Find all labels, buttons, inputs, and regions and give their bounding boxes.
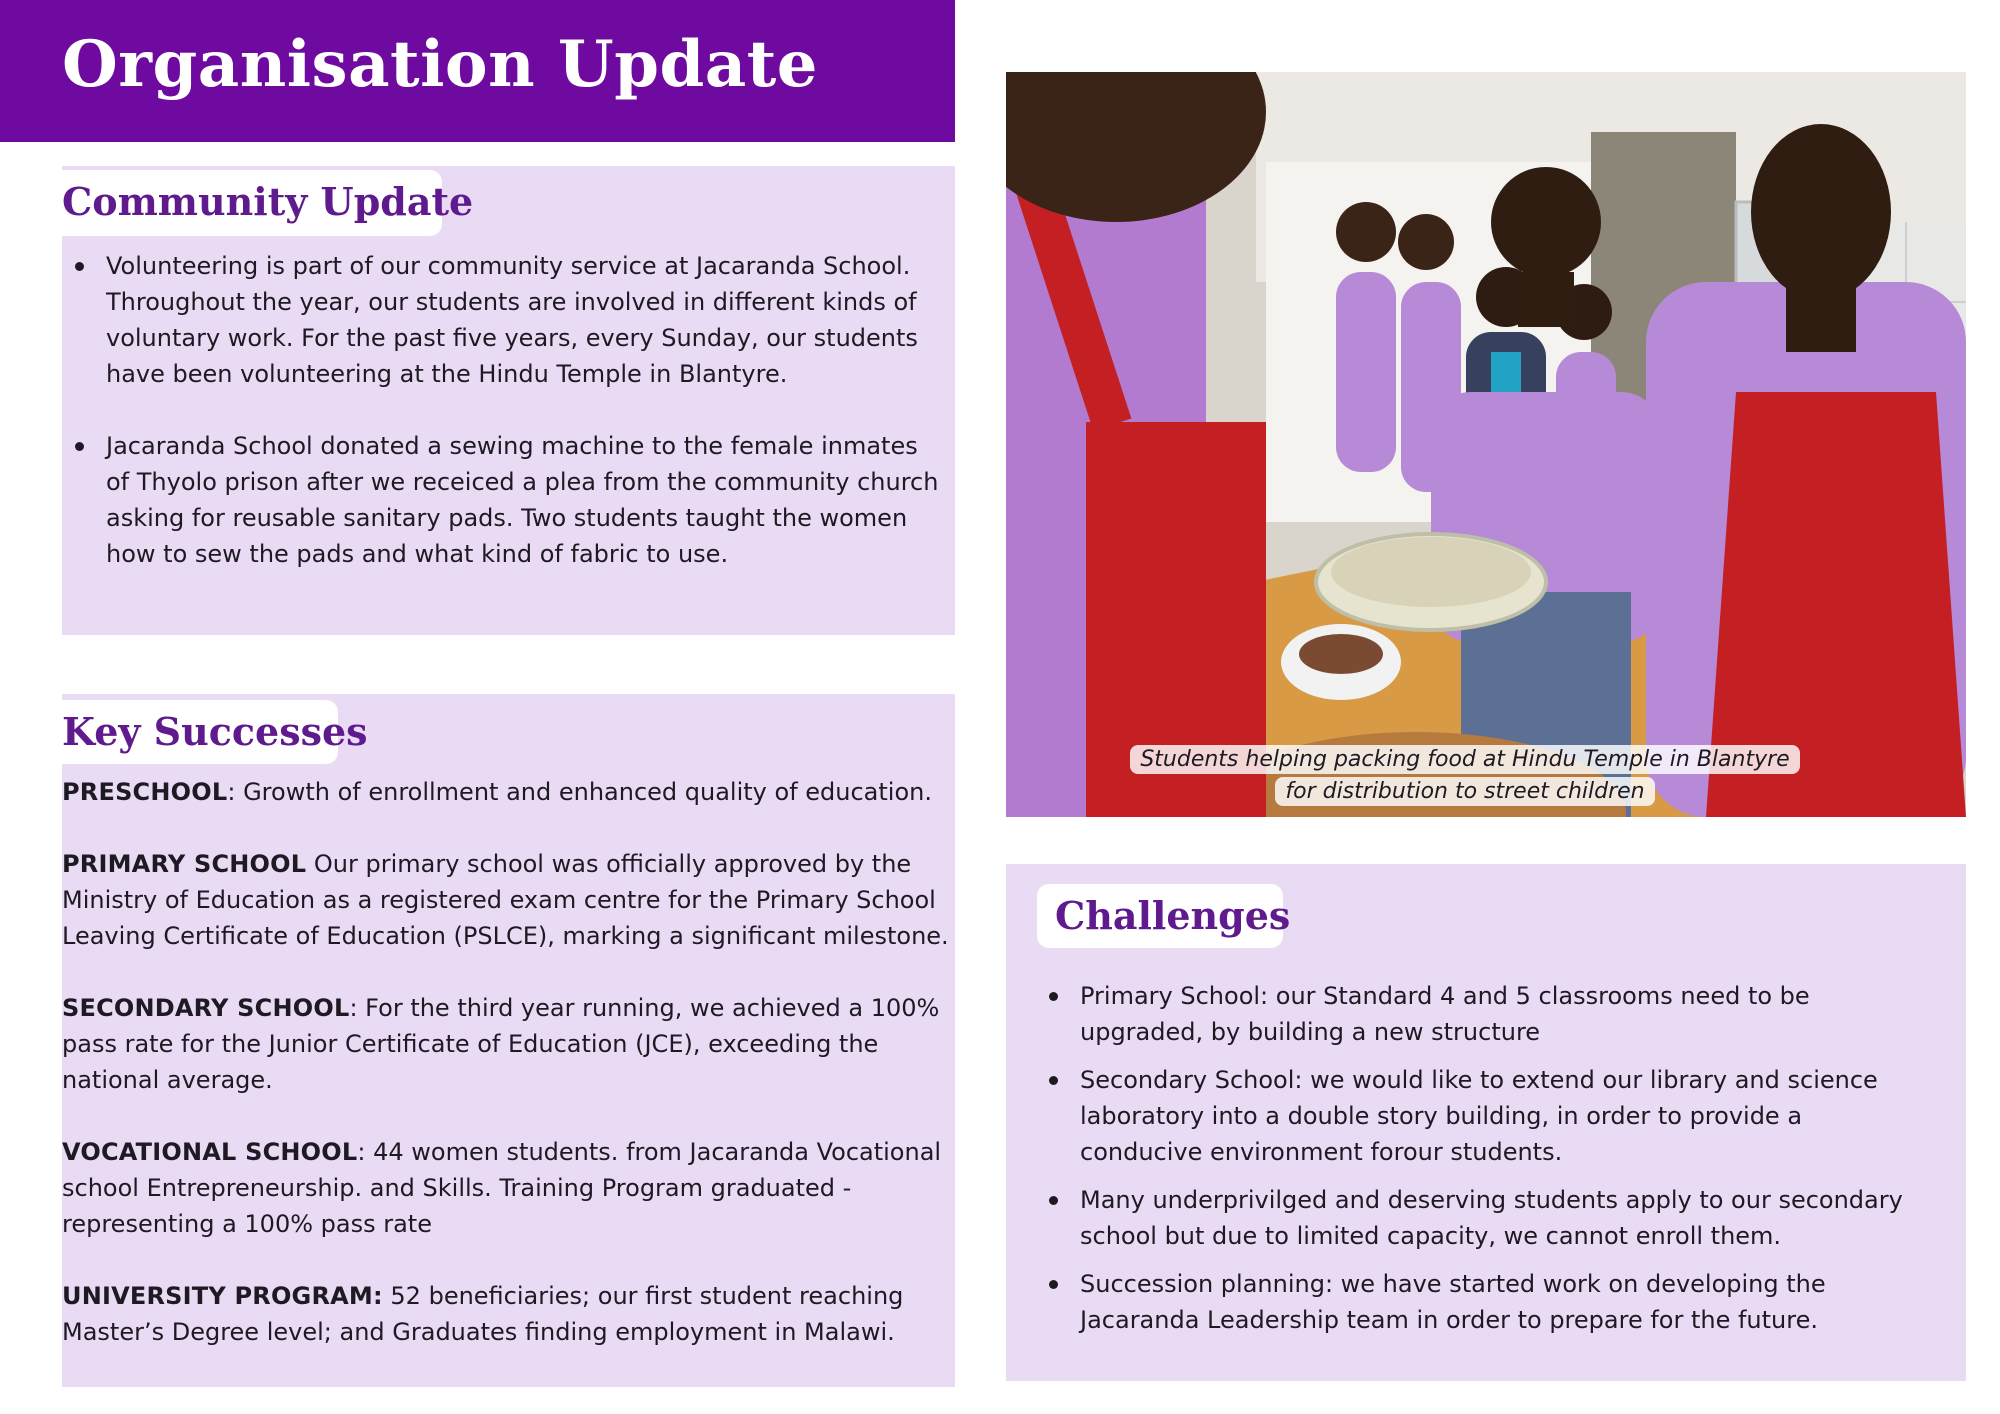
list-item: Volunteering is part of our community service at Jacaranda School. Throughout the year, our students are involved in different kinds of voluntary work. For the past five years, every Sunday, our students have been volunteering at the Hindu Temple in Blantyre.: [62, 248, 942, 392]
section-label: PRESCHOOL: [62, 778, 228, 806]
section-label: VOCATIONAL SCHOOL: [62, 1138, 358, 1166]
students-photo: [1006, 72, 1966, 817]
community-update-heading: Community Update: [62, 170, 442, 236]
page-title: Organisation Update: [62, 27, 818, 102]
key-successes-list: [62, 774, 952, 1386]
section-text: : Growth of enrollment and enhanced quality of education.: [227, 778, 932, 806]
caption-line-2: for distribution to street children: [1275, 777, 1654, 806]
section-text: : 44 women students. from Jacaranda Vocational school Entrepreneurship. and Skills. Training Program graduated - representing a 100% pass rate: [62, 1138, 942, 1238]
photo-illustration: [1006, 72, 1966, 817]
success-vocational-school: [62, 1134, 952, 1242]
list-item: Succession planning: we have started work on developing the Jacaranda Leadership team in order to prepare for the future.: [1036, 1266, 1916, 1338]
title-bar: [0, 0, 955, 142]
challenges-heading-text: Challenges: [1055, 893, 1291, 938]
section-label: PRIMARY SCHOOL: [62, 850, 307, 878]
success-university-program: [62, 1278, 952, 1350]
list-item: Many underprivilged and deserving students apply to our secondary school but due to limited capacity, we cannot enroll them.: [1036, 1182, 1916, 1254]
key-successes-heading: Key Successes: [62, 700, 338, 764]
challenges-list: [1036, 978, 1916, 1350]
key-successes-panel: [62, 694, 955, 1387]
caption-line-1: Students helping packing food at Hindu Temple in Blantyre: [1130, 745, 1799, 774]
photo-caption: [1105, 744, 1825, 808]
list-item: Secondary School: we would like to extend our library and science laboratory into a double story building, in order to provide a conducive environment forour students.: [1036, 1062, 1916, 1170]
list-item: Primary School: our Standard 4 and 5 classrooms need to be upgraded, by building a new structure: [1036, 978, 1916, 1050]
success-primary-school: [62, 846, 952, 954]
section-text: : For the third year running, we achieved a 100% pass rate for the Junior Certificate of Education (JCE), exceeding the national average.: [62, 994, 940, 1094]
section-label: SECONDARY SCHOOL: [62, 994, 350, 1022]
community-update-list: [62, 248, 942, 608]
challenges-heading: [1037, 884, 1291, 948]
list-item: Jacaranda School donated a sewing machine to the female inmates of Thyolo prison after we receiced a plea from the community church asking for reusable sanitary pads. Two students taught the women how to sew the pads and what kind of fabric to use.: [62, 428, 942, 572]
success-secondary-school: [62, 990, 952, 1098]
success-preschool: [62, 774, 952, 810]
section-text: Our primary school was officially approved by the Ministry of Education as a registered exam centre for the Primary School Leaving Certificate of Education (PSLCE), marking a significant milestone.: [62, 850, 949, 950]
community-update-panel: [62, 166, 955, 635]
section-text: 52 beneficiaries; our first student reaching Master’s Degree level; and Graduates finding employment in Malawi.: [62, 1282, 904, 1346]
challenges-panel: [1006, 864, 1966, 1381]
section-label: UNIVERSITY PROGRAM:: [62, 1282, 383, 1310]
